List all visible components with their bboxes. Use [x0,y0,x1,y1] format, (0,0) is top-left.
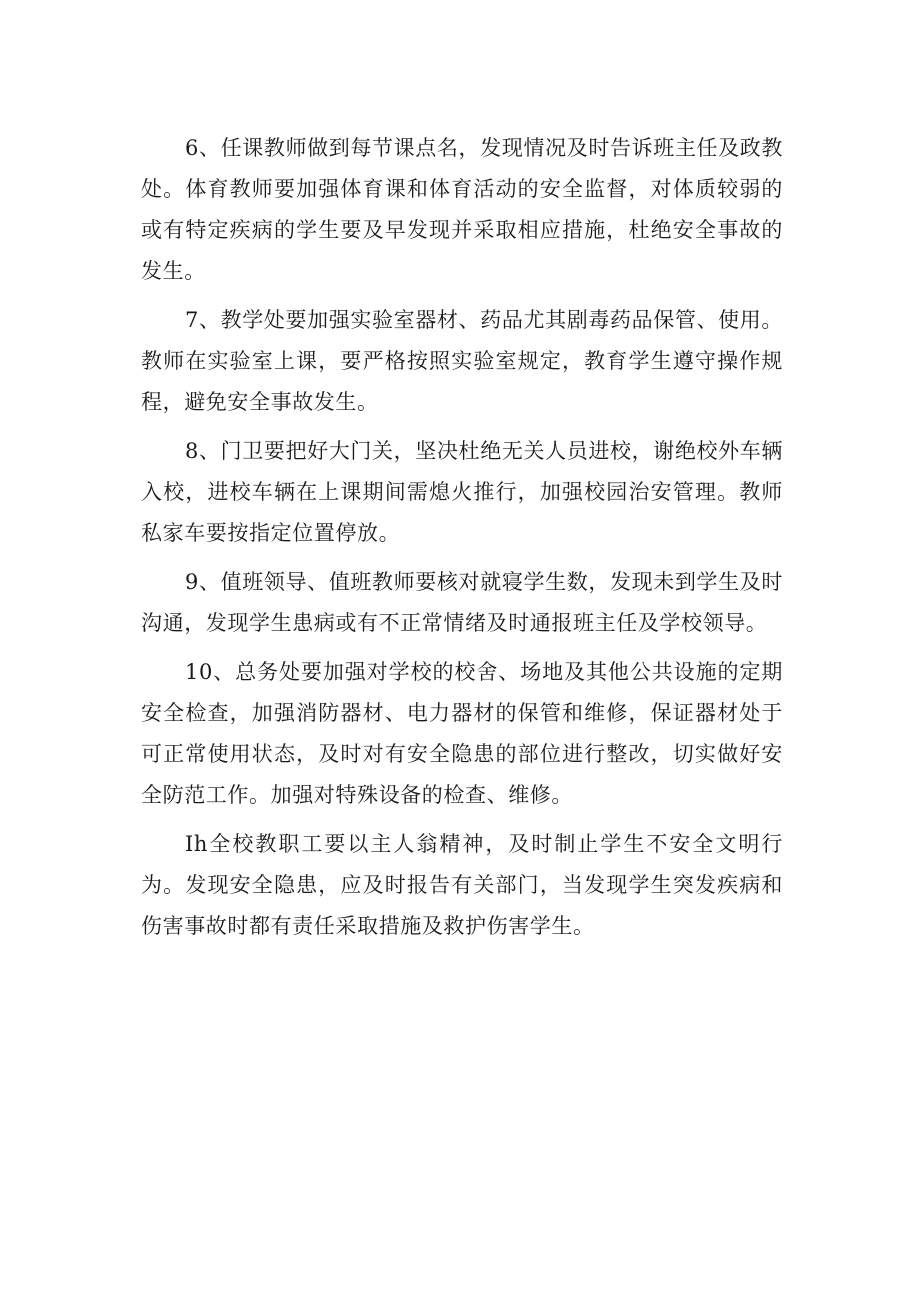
paragraph-item-10: 10、总务处要加强对学校的校舍、场地及其他公共设施的定期安全检查，加强消防器材、电力器材的保管和维修，保证器材处于可正常使用状态，及时对有安全隐患的部位进行整改，切实做好安全防范工作。加强对特殊设备的检查、维修。 [141,660,783,807]
paragraph-item-9: 9、值班领导、值班教师要核对就寝学生数，发现未到学生及时沟通，发现学生患病或有不正常情绪及时通报班主任及学校领导。 [141,570,783,635]
paragraph-item-11: Ih全校教职工要以主人翁精神，及时制止学生不安全文明行为。发现安全隐患，应及时报告有关部门，当发现学生突发疾病和伤害事故时都有责任采取措施及救护伤害学生。 [141,832,783,938]
paragraph-item-6: 6、任课教师做到每节课点名，发现情况及时告诉班主任及政教处。体育教师要加强体育课和体育活动的安全监督，对体质较弱的或有特定疾病的学生要及早发现并采取相应措施，杜绝安全事故的发生。 [141,136,783,283]
document-body [141,128,783,955]
paragraph-item-8: 8、门卫要把好大门关，坚决杜绝无关人员进校，谢绝校外车辆入校，进校车辆在上课期间需熄火推行，加强校园治安管理。教师私家车要按指定位置停放。 [141,439,783,545]
paragraph-item-7: 7、教学处要加强实验室器材、药品尤其剧毒药品保管、使用。教师在实验室上课，要严格按照实验室规定，教育学生遵守操作规程，避免安全事故发生。 [141,308,783,414]
